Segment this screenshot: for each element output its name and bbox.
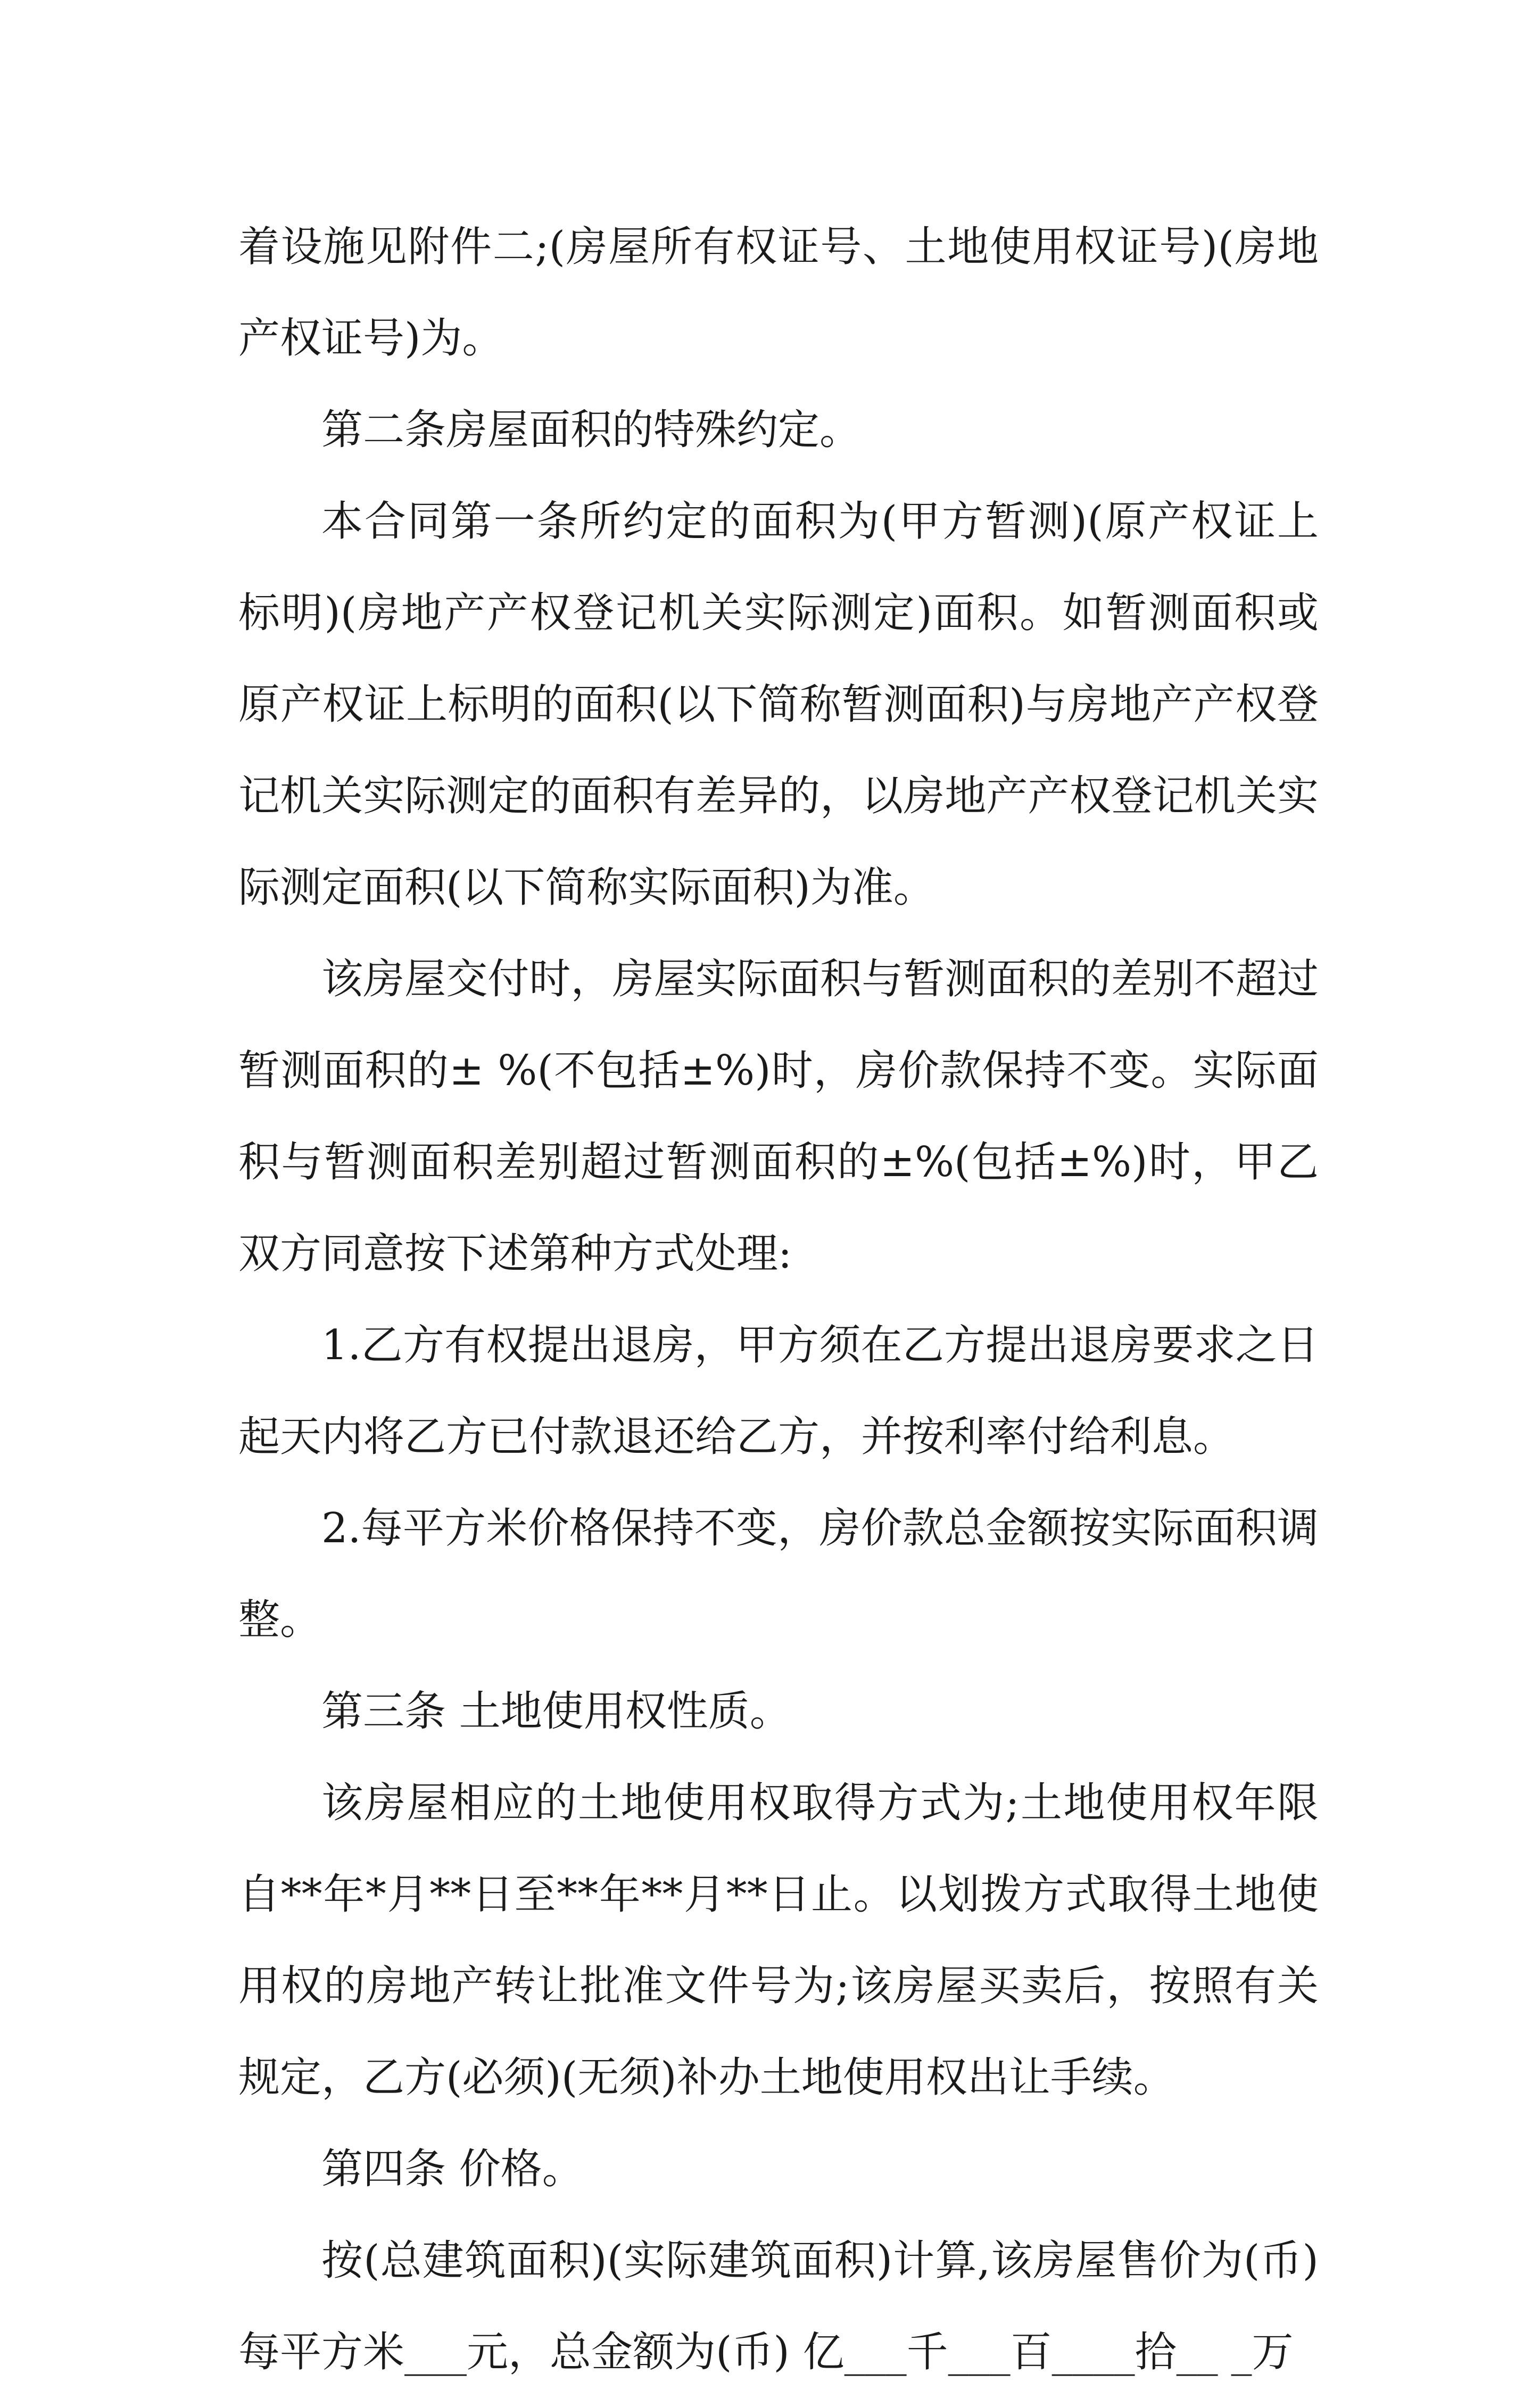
paragraph-price: 按(总建筑面积)(实际建筑面积)计算,该房屋售价为(币)每平方米___元，总金额为(币) 亿___千___百____拾__ _万 — [238, 2237, 1319, 2376]
paragraph-attachment-certificates: 着设施见附件二;(房屋所有权证号、土地使用权证号)(房地产权证号)为。 — [238, 223, 1319, 362]
document-body — [238, 201, 1319, 2398]
paragraph-article-2-heading: 第二条房屋面积的特殊约定。 — [321, 406, 862, 454]
paragraph-land-use-right: 该房屋相应的土地使用权取得方式为;土地使用权年限自**年*月**日至**年**月**日止。以划拨方式取得土地使用权的房地产转让批准文件号为;该房屋买卖后，按照有关规定，乙方(必须)(无须)补办土地使用权出让手续。 — [238, 1779, 1319, 2102]
paragraph-area-difference: 该房屋交付时，房屋实际面积与暂测面积的差别不超过暂测面积的± %(不包括±%)时，房价款保持不变。实际面积与暂测面积差别超过暂测面积的±%(包括±%)时，甲乙双方同意按下述第种方式处理: — [238, 955, 1319, 1278]
paragraph-article-3-heading: 第三条 土地使用权性质。 — [321, 1688, 791, 1735]
paragraph-article-4-heading: 第四条 价格。 — [321, 2145, 584, 2193]
paragraph-option-2: 2.每平方米价格保持不变，房价款总金额按实际面积调整。 — [238, 1504, 1319, 1644]
paragraph-area-definition: 本合同第一条所约定的面积为(甲方暂测)(原产权证上标明)(房地产产权登记机关实际测定)面积。如暂测面积或原产权证上标明的面积(以下简称暂测面积)与房地产产权登记机关实际测定的面积有差异的，以房地产产权登记机关实际测定面积(以下简称实际面积)为准。 — [238, 498, 1319, 912]
paragraph-option-1: 1.乙方有权提出退房，甲方须在乙方提出退房要求之日起天内将乙方已付款退还给乙方，并按利率付给利息。 — [238, 1321, 1319, 1461]
